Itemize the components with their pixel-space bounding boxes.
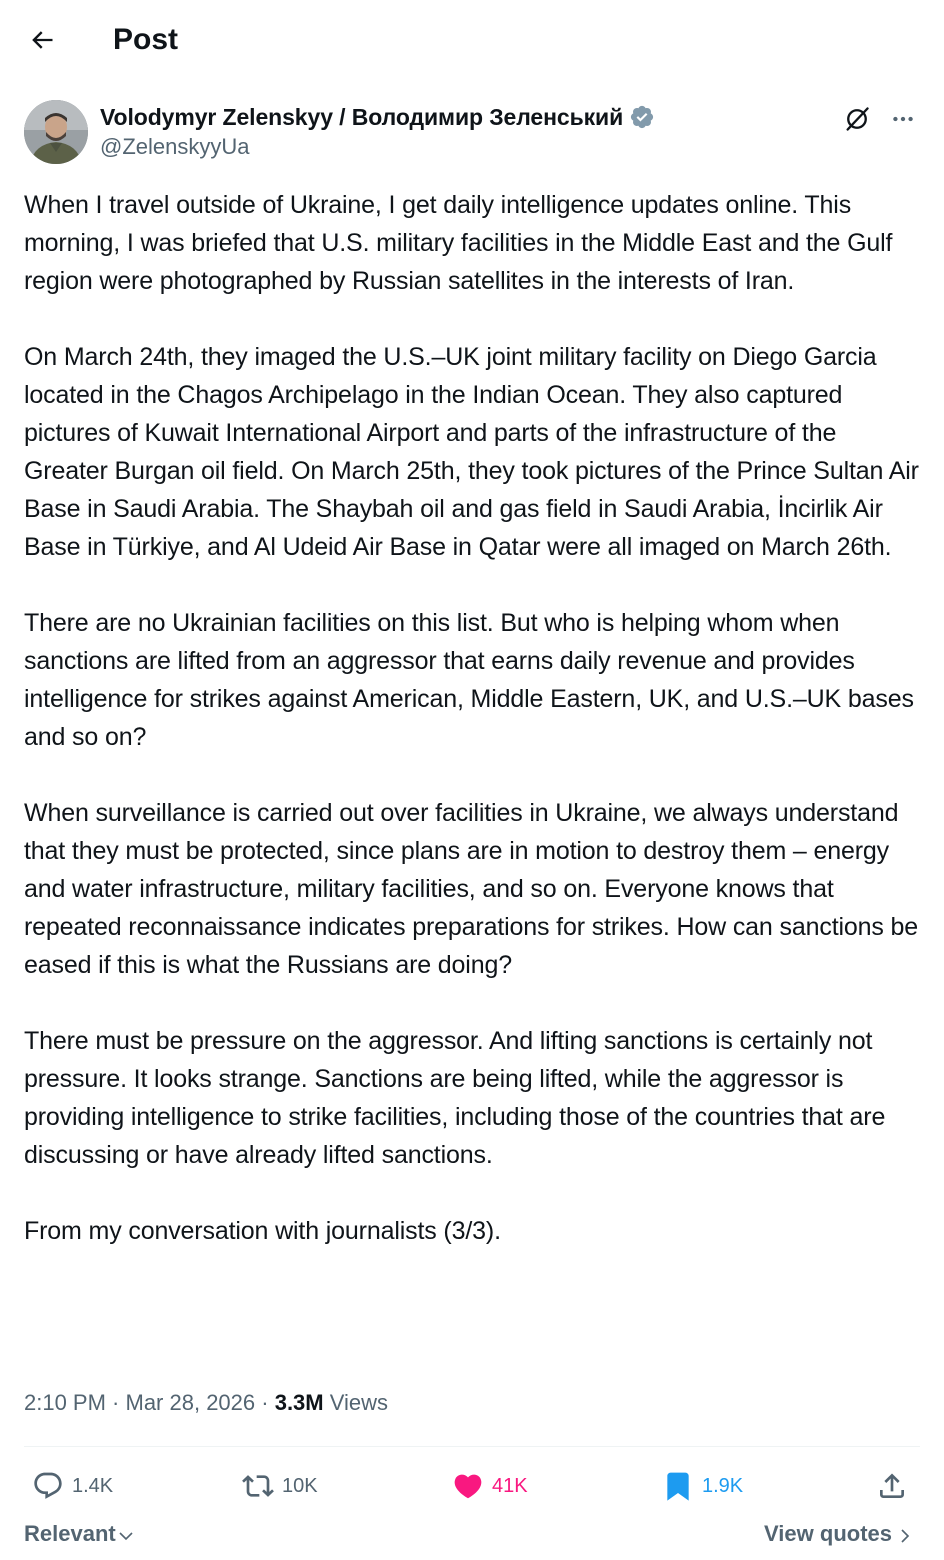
post-date[interactable]: Mar 28, 2026 — [125, 1390, 256, 1415]
sort-label: Relevant — [24, 1521, 116, 1546]
grok-icon — [843, 105, 871, 133]
post-paragraph: When I travel outside of Ukraine, I get daily intelligence updates online. This morning, I was briefed that U.S. military facilities in the Middle East and the Gulf region were photographed by Russian satellites in the interests of Iran. — [24, 191, 893, 295]
reply-count: 1.4K — [72, 1474, 114, 1497]
view-quotes-link[interactable] — [764, 1516, 914, 1552]
views-count: 3.3M — [274, 1390, 324, 1415]
reply-button[interactable] — [32, 1464, 113, 1508]
reply-icon — [32, 1470, 64, 1502]
name-row — [100, 102, 655, 132]
divider — [24, 1446, 920, 1447]
chevron-right-icon — [896, 1527, 914, 1545]
top-bar — [0, 0, 944, 78]
post-paragraph: There are no Ukrainian facilities on this list. But who is helping whom when sanctions are lifted from an aggressor that earns daily revenue and provides intelligence for strikes against American, Middle Eastern, UK, and U.S.–UK bases and so on? — [24, 609, 914, 751]
bookmark-count: 1.9K — [702, 1474, 744, 1497]
avatar[interactable] — [24, 100, 88, 164]
like-count: 41K — [492, 1474, 528, 1497]
repost-button[interactable] — [242, 1464, 318, 1508]
repost-icon — [242, 1470, 274, 1502]
more-options-button[interactable] — [886, 102, 920, 136]
post-paragraph: On March 24th, they imaged the U.S.–UK joint military facility on Diego Garcia located in the Chagos Archipelago in the Indian Ocean. They also captured pictures of Kuwait International Airport and parts of the infrastructure of the Greater Burgan oil field. On March 25th, they took pictures of the Prince Sultan Air Base in Saudi Arabia. The Shaybah oil and gas field in Saudi Arabia, İncirlik Air Base in Türkiye, and Al Udeid Air Base in Qatar were all imaged on March 26th. — [24, 343, 919, 561]
page-title: Post — [113, 23, 179, 56]
share-icon — [876, 1470, 908, 1502]
post-paragraph: When surveillance is carried out over facilities in Ukraine, we always understand that they must be protected, since plans are in motion to destroy them – energy and water infrastructure, military facilities, and so on. Everyone knows that repeated reconnaissance indicates preparations for strikes. How can sanctions be eased if this is what the Russians are doing? — [24, 799, 919, 979]
bookmark-button[interactable] — [662, 1464, 743, 1508]
chevron-down-icon — [117, 1527, 135, 1545]
view-quotes-label: View quotes — [764, 1521, 892, 1546]
handle[interactable]: @ZelenskyyUa — [100, 134, 250, 159]
post-time[interactable]: 2:10 PM — [24, 1390, 106, 1415]
action-bar — [24, 1464, 920, 1508]
post-metadata — [24, 1386, 388, 1420]
sort-dropdown[interactable] — [24, 1516, 135, 1552]
repost-count: 10K — [282, 1474, 318, 1497]
arrow-left-icon — [28, 26, 56, 54]
more-dots-icon — [890, 106, 916, 132]
post-text — [24, 186, 924, 1288]
like-button[interactable] — [452, 1464, 528, 1508]
meta-separator: · — [105, 1390, 126, 1415]
display-name[interactable]: Volodymyr Zelenskyy / Володимир Зеленський — [100, 103, 624, 130]
meta-separator: · — [255, 1390, 275, 1415]
post-paragraph: From my conversation with journalists (3/3). — [24, 1217, 501, 1245]
reply-footer — [24, 1516, 920, 1552]
bookmark-icon — [662, 1470, 694, 1502]
post-paragraph: There must be pressure on the aggressor. And lifting sanctions is certainly not pressure. It looks strange. Sanctions are being lifted, while the aggressor is providing intelligence to strike facilities, including those of the countries that are discussing or have already lifted sanctions. — [24, 1027, 886, 1169]
heart-icon — [452, 1470, 484, 1502]
share-button[interactable] — [876, 1464, 908, 1508]
views-label: Views — [329, 1390, 389, 1415]
post-author — [24, 100, 920, 166]
grok-button[interactable] — [840, 102, 874, 136]
avatar-image — [24, 100, 88, 164]
verified-badge-icon — [629, 104, 655, 130]
back-button[interactable] — [22, 20, 62, 60]
